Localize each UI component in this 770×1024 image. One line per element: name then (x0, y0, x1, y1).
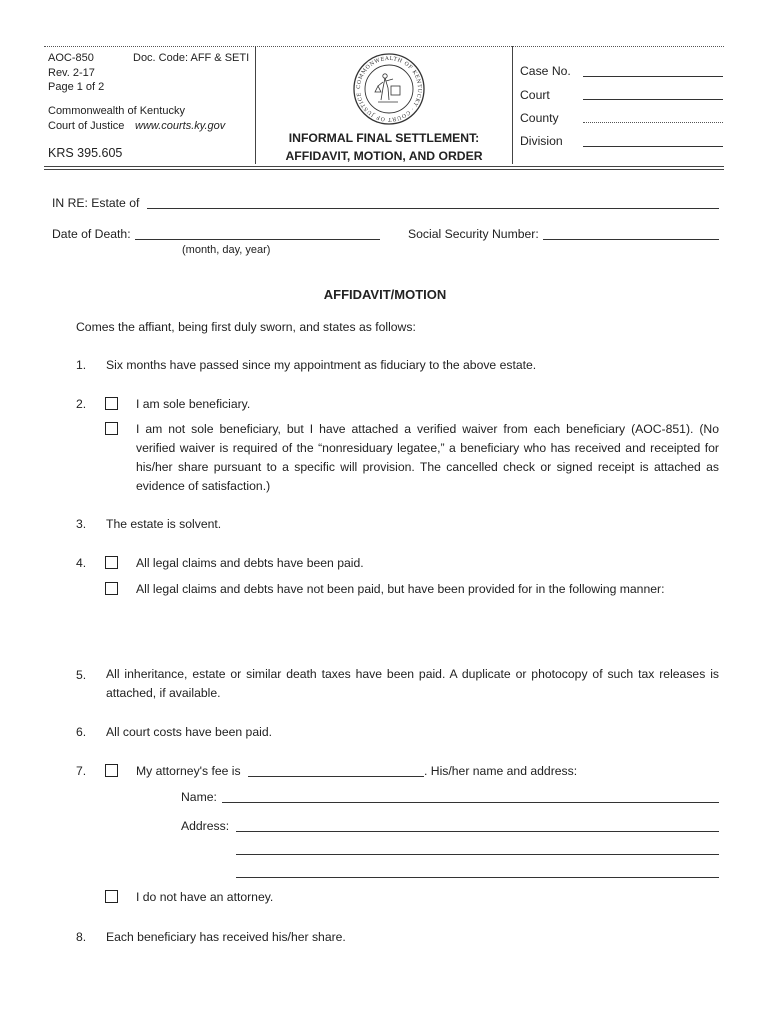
county-field[interactable] (583, 122, 723, 123)
attorney-fee-checkbox[interactable] (105, 764, 118, 777)
attorney-name-field[interactable] (222, 802, 719, 803)
in-re-label: IN RE: Estate of (52, 196, 140, 210)
case-no-label: Case No. (520, 64, 571, 78)
item-4a-text: All legal claims and debts have been paid. (136, 556, 364, 570)
item-4b-text: All legal claims and debts have not been paid, but have been provided for in the following manner: (136, 582, 665, 596)
sole-beneficiary-checkbox[interactable] (105, 397, 118, 410)
item-2a-text: I am sole beneficiary. (136, 397, 251, 411)
case-no-field[interactable] (583, 76, 723, 77)
website: www.courts.ky.gov (135, 120, 226, 132)
item-8-number: 8. (76, 930, 87, 944)
page-info: Page 1 of 2 (48, 81, 105, 93)
attorney-address-field-3[interactable] (236, 877, 719, 878)
ssn-field[interactable] (543, 239, 719, 240)
item-2b-text: I am not sole beneficiary, but I have attached a verified waiver from each beneficiary (AOC-851). (No verified waiver is required of the “nonresiduary legatee,” a beneficiary who has received and receipted for his/her share pursuant to a specific will provision. The cancelled check or signed receipt is attached as evidence of satisfaction.) (136, 422, 719, 493)
attorney-address-field-1[interactable] (236, 831, 719, 832)
statute: KRS 395.605 (48, 146, 123, 160)
form-title-line2: AFFIDAVIT, MOTION, AND ORDER (285, 149, 483, 163)
item-4-number: 4. (76, 556, 87, 570)
court-label: Court (520, 88, 550, 102)
item-8-text: Each beneficiary has received his/her share. (106, 930, 346, 944)
item-6-text: All court costs have been paid. (106, 725, 272, 739)
item-3-number: 3. (76, 517, 87, 531)
kentucky-seal (352, 52, 426, 126)
affidavit-heading: AFFIDAVIT/MOTION (323, 287, 447, 302)
revision: Rev. 2-17 (48, 67, 95, 79)
ssn-label: Social Security Number: (408, 227, 539, 241)
item-7-number: 7. (76, 764, 87, 778)
date-format-hint: (month, day, year) (182, 244, 271, 256)
justice-figure-icon (375, 74, 400, 102)
item-5-number: 5. (76, 668, 87, 682)
item-2-number: 2. (76, 397, 87, 411)
date-of-death-label: Date of Death: (52, 227, 131, 241)
debts-paid-checkbox[interactable] (105, 556, 118, 569)
form-number: AOC-850 (48, 52, 94, 64)
doc-code: Doc. Code: AFF & SETI (133, 52, 250, 64)
attorney-fee-after: . His/her name and address: (424, 764, 578, 778)
attorney-fee-label: My attorney's fee is (136, 764, 241, 778)
debts-provided-checkbox[interactable] (105, 582, 118, 595)
attorney-address-label: Address: (181, 819, 230, 833)
no-attorney-text: I do not have an attorney. (136, 890, 274, 904)
division-field[interactable] (583, 146, 723, 147)
county-label: County (520, 111, 559, 125)
form-title-line1: INFORMAL FINAL SETTLEMENT: (288, 131, 480, 145)
header-bottom-border (44, 166, 724, 167)
item-5-text: All inheritance, estate or similar death taxes have been paid. A duplicate or photocopy of such tax releases is attached, if available. (106, 667, 719, 700)
date-of-death-field[interactable] (135, 239, 380, 240)
header-divider-left (255, 46, 256, 164)
no-attorney-checkbox[interactable] (105, 890, 118, 903)
header-top-border (44, 46, 724, 47)
court-field[interactable] (583, 99, 723, 100)
not-sole-beneficiary-checkbox[interactable] (105, 422, 118, 435)
state-name: Commonwealth of Kentucky (48, 105, 185, 117)
court-name: Court of Justice (48, 120, 125, 132)
division-label: Division (520, 134, 563, 148)
affidavit-intro: Comes the affiant, being first duly sworn, and states as follows: (76, 320, 416, 334)
item-1-text: Six months have passed since my appointment as fiduciary to the above estate. (106, 358, 537, 372)
svg-text:COMMONWEALTH OF KENTUCKY · COU (356, 56, 422, 122)
attorney-address-field-2[interactable] (236, 854, 719, 855)
header-divider-right (512, 46, 513, 164)
attorney-fee-field[interactable] (248, 776, 424, 777)
item-3-text: The estate is solvent. (106, 517, 222, 531)
header-bottom-border-2 (44, 169, 724, 170)
item-1-number: 1. (76, 358, 87, 372)
seal-text: COMMONWEALTH OF KENTUCKY · COURT OF JUSTICE (355, 55, 423, 123)
estate-name-field[interactable] (147, 208, 719, 209)
attorney-name-label: Name: (181, 790, 217, 804)
item-6-number: 6. (76, 725, 87, 739)
